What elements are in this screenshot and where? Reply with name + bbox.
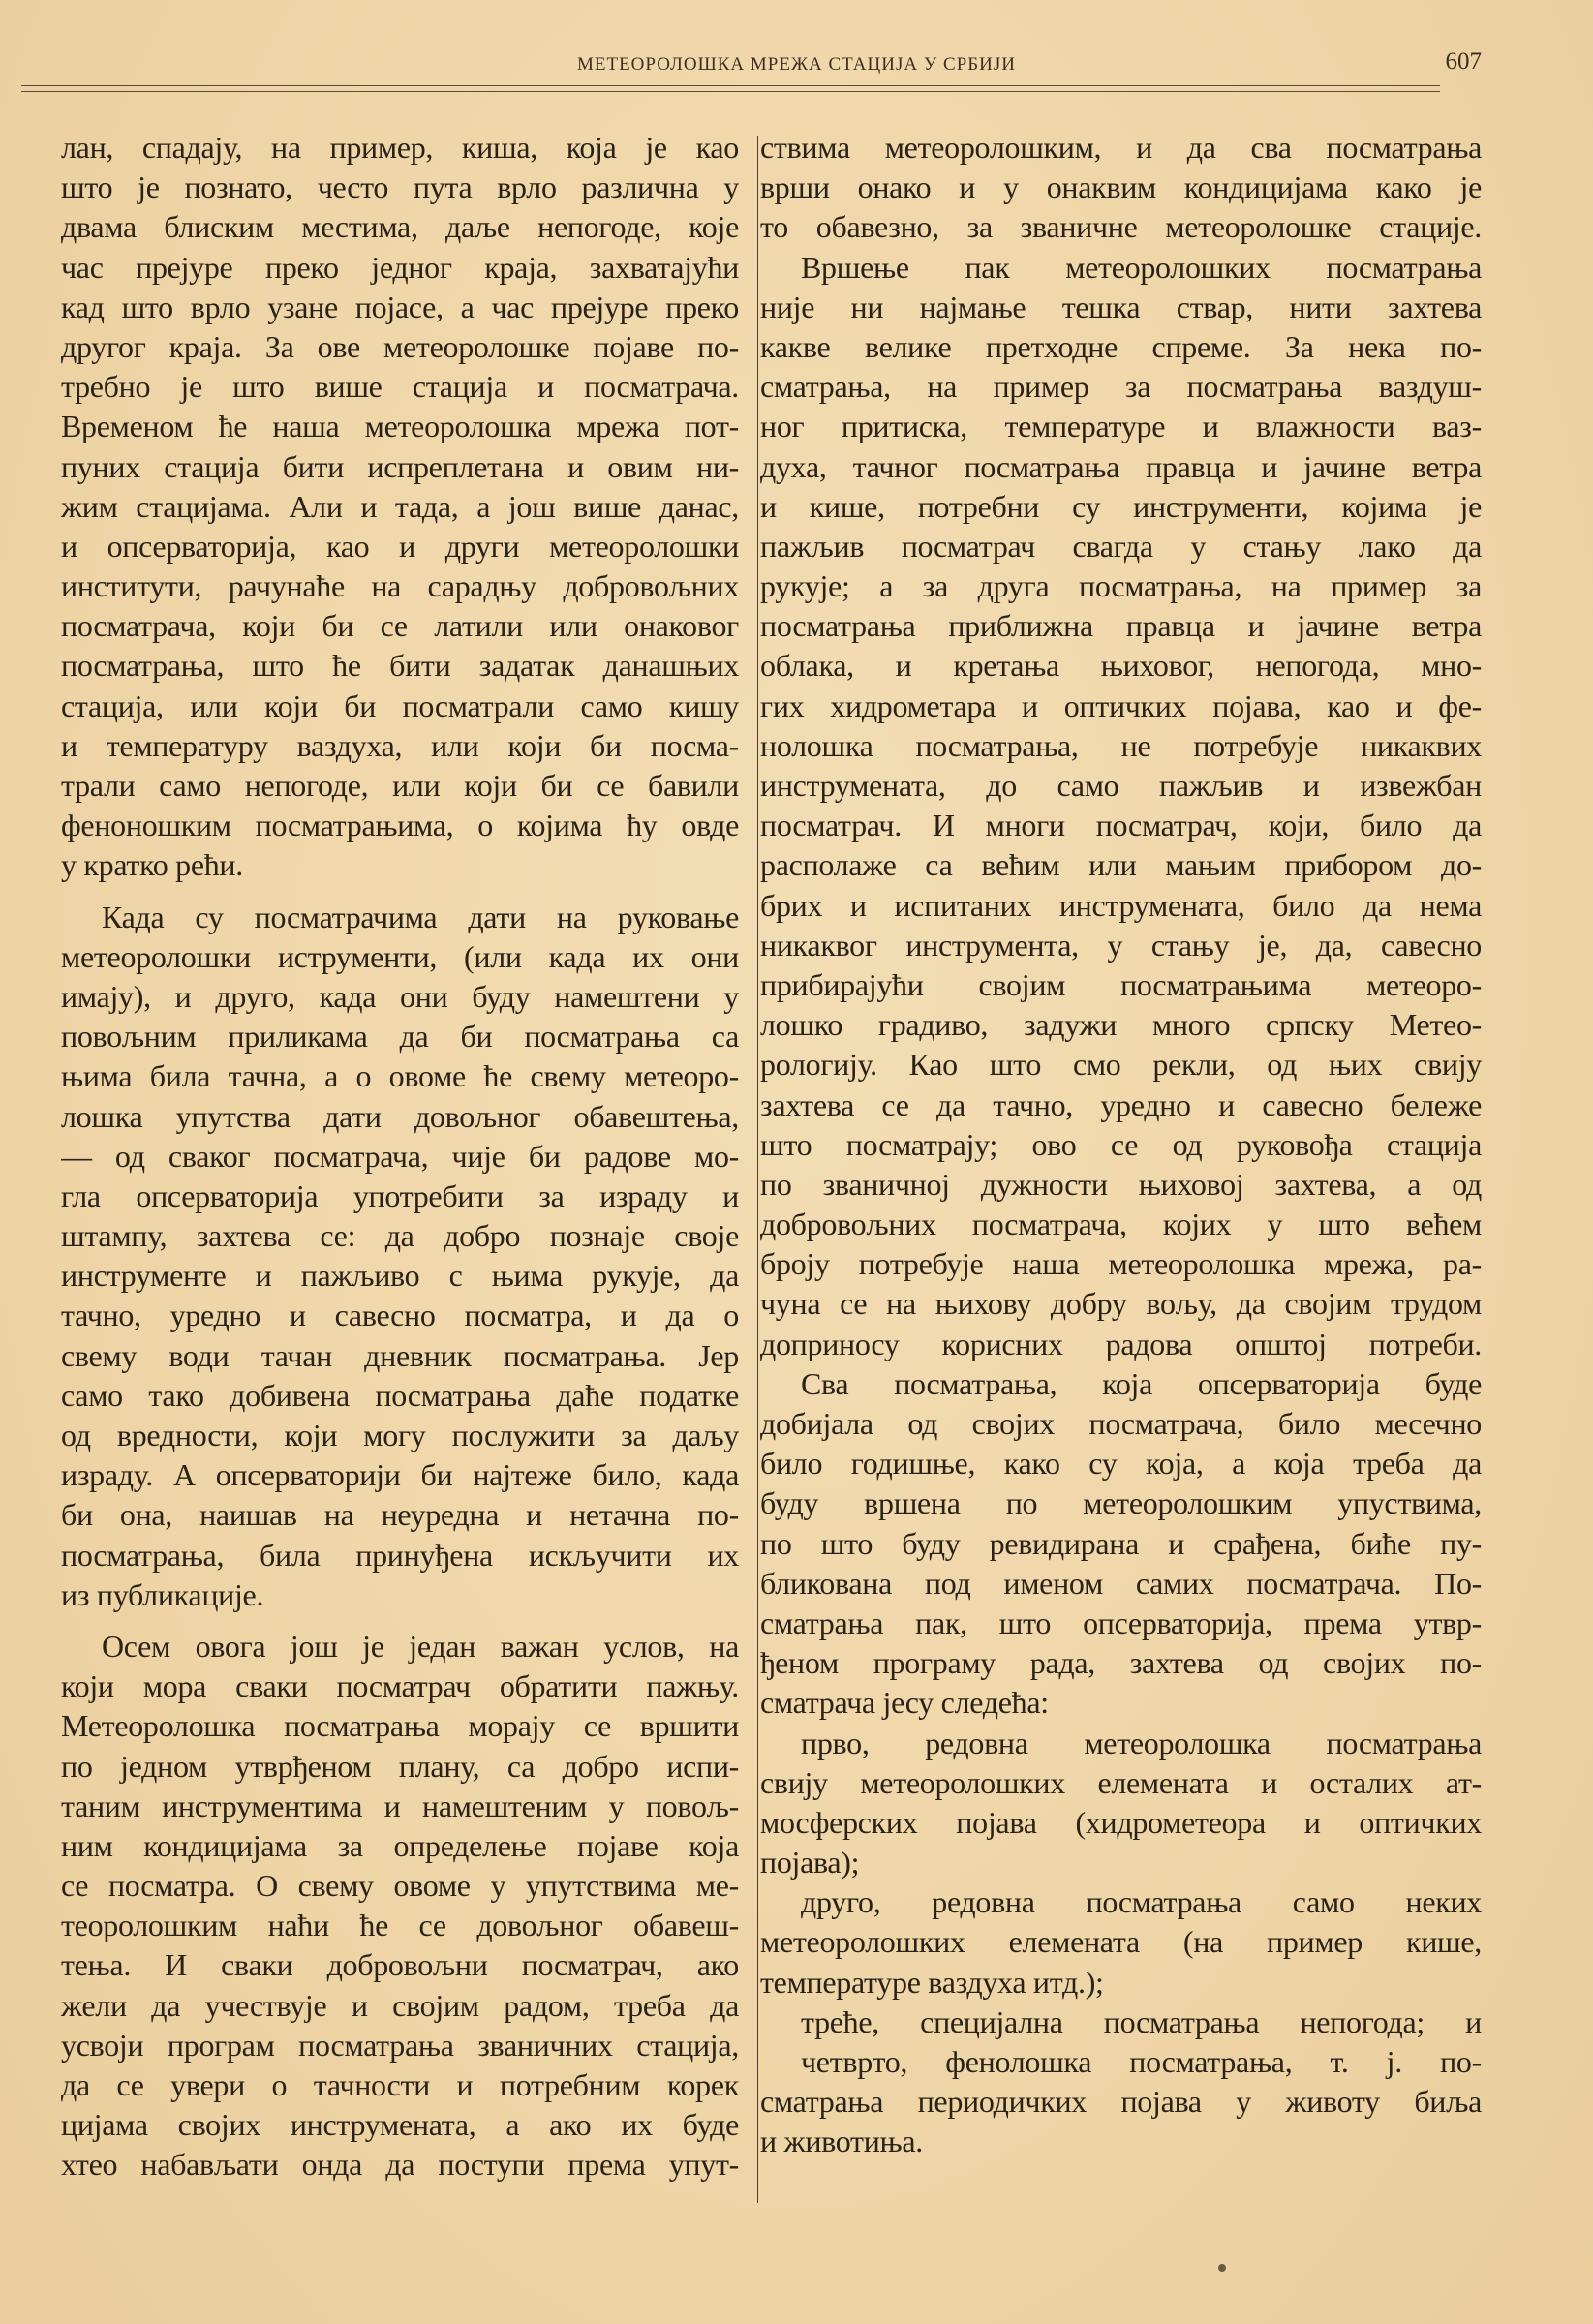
text-line: располаже са већим или мањим прибором до- bbox=[760, 847, 1482, 883]
text-line: гла опсерваторија употребити за израду и bbox=[61, 1177, 739, 1213]
text-line: треће, специјална посматрања непогода; и bbox=[801, 2003, 1482, 2039]
text-line: по што буду ревидирана и срађена, биће пу- bbox=[760, 1525, 1482, 1561]
text-line: би она, наишав на неуредна и нетачна по- bbox=[61, 1497, 739, 1533]
text-line: појава); bbox=[760, 1845, 860, 1881]
text-line: час прејуре преко једног краја, захватајући bbox=[61, 249, 739, 285]
text-line: — од сваког посматрача, чије би радове мо- bbox=[61, 1138, 739, 1174]
text-line: друго, редовна посматрања само неких bbox=[801, 1884, 1482, 1920]
text-line: хтео набављати онда да поступи према упут- bbox=[61, 2147, 739, 2183]
text-line: четврто, фенолошка посматрања, т. ј. по- bbox=[801, 2044, 1482, 2079]
text-line: по једном утврђеном плану, са добро испи- bbox=[61, 1748, 739, 1784]
text-line: имају), и друго, када они буду намештени у bbox=[61, 978, 739, 1014]
text-line: Осем овога још је један важан услов, на bbox=[102, 1628, 739, 1664]
text-line: и кише, потребни су инструменти, којима је bbox=[760, 488, 1482, 524]
text-line: што је познато, често пута врло различна у bbox=[61, 169, 739, 205]
header-rule-top bbox=[21, 85, 1440, 86]
text-line: да се увери о тачности и потребним корек bbox=[61, 2067, 739, 2102]
text-line: инструмената, до само пажљив и извежбан bbox=[760, 768, 1482, 803]
right-column bbox=[760, 128, 1482, 2162]
text-line: Вршење пак метеоролошких посматрања bbox=[801, 249, 1482, 285]
text-line: прибирајући својим посматрањима метеоро- bbox=[760, 966, 1482, 1002]
text-line: броју потребује наша метеоролошка мрежа, ра- bbox=[760, 1246, 1482, 1282]
text-line: таним инструментима и намештеним у повољ- bbox=[61, 1788, 739, 1823]
text-line: стација, или који би посматрали само кишу bbox=[61, 688, 739, 723]
text-line: повољним приликама да би посматрања са bbox=[61, 1019, 739, 1055]
text-line: жели да учествује и својим радом, треба да bbox=[61, 1987, 739, 2023]
text-line: посматрач. И многи посматрач, који, било да bbox=[760, 808, 1482, 843]
text-line: лошко градиво, задужи много српску Метео- bbox=[760, 1007, 1482, 1043]
text-line: посматрача, који би се латили или онаковог bbox=[61, 608, 739, 644]
text-line: што посматрају; ово се од руковођа стација bbox=[760, 1126, 1482, 1162]
text-line: сматрања пак, што опсерваторија, према утвр- bbox=[760, 1605, 1482, 1640]
text-line: у кратко рећи. bbox=[61, 847, 243, 883]
text-line: само тако добивена посматрања даће податке bbox=[61, 1377, 739, 1413]
text-line: цијама својих инструмената, а ако их буде bbox=[61, 2107, 739, 2143]
text-line: добијала од својих посматрача, било месечно bbox=[760, 1406, 1482, 1441]
text-line: и животиња. bbox=[760, 2124, 923, 2159]
text-line: лан, спадају, на пример, киша, која је као bbox=[61, 130, 739, 165]
text-line: инструменте и пажљиво с њима рукује, да bbox=[61, 1258, 739, 1294]
text-line: доприносу корисних радова општој потреби. bbox=[760, 1326, 1482, 1361]
text-line: ствима метеоролошким, и да сва посматрања bbox=[760, 130, 1482, 165]
text-line: облака, и кретања њиховог, непогода, мно- bbox=[760, 648, 1482, 684]
text-line: ног притиска, температуре и влажности ваз- bbox=[760, 409, 1482, 444]
text-line: ним кондицијама за определење појаве која bbox=[61, 1827, 739, 1863]
text-line: израду. А опсерваторији би најтеже било, када bbox=[61, 1457, 739, 1493]
text-line: рукује; а за друга посматрања, на пример за bbox=[760, 568, 1482, 604]
text-line: мосферских појава (хидрометеора и оптичких bbox=[760, 1804, 1482, 1840]
column-divider bbox=[757, 136, 758, 2203]
text-line: чуна се на њихову добру вољу, да својим трудом bbox=[760, 1286, 1482, 1322]
text-line: феноношким посматрањима, о којима ћу овде bbox=[61, 808, 739, 843]
text-line: пуних стација бити испреплетана и овим ни- bbox=[61, 448, 739, 484]
text-line: посматрања приближна правца и јачине ветра bbox=[760, 608, 1482, 644]
text-line: и температуру ваздуха, или који би посма- bbox=[61, 727, 739, 763]
text-line: трали само непогоде, или који би се бавили bbox=[61, 768, 739, 803]
text-line: температуре ваздуха итд.); bbox=[760, 1964, 1104, 2000]
text-line: рологију. Као што смо рекли, од њих свију bbox=[760, 1047, 1482, 1083]
text-line: буду вршена по метеоролошким упуствима, bbox=[760, 1485, 1482, 1521]
text-line: требно је што више стација и посматрача. bbox=[61, 369, 739, 405]
text-line: Када су посматрачима дати на руковање bbox=[102, 899, 739, 934]
text-line: институти, рачунаће на сарадњу добровољних bbox=[61, 568, 739, 604]
text-line: сматрања периодичких појава у животу биља bbox=[760, 2084, 1482, 2120]
text-line: двама блиским местима, даље непогоде, које bbox=[61, 209, 739, 245]
text-line: прво, редовна метеоролошка посматрања bbox=[801, 1725, 1482, 1760]
text-line: тења. И сваки добровољни посматрач, ако bbox=[61, 1947, 739, 1983]
text-line: није ни најмање тешка ствар, нити захтева bbox=[760, 289, 1482, 324]
text-line: никаквог инструмента, у стању је, да, савесно bbox=[760, 927, 1482, 963]
text-line: другог краја. За ове метеоролошке појаве по- bbox=[61, 328, 739, 364]
text-line: то обавезно, за званичне метеоролошке стације. bbox=[760, 209, 1482, 245]
text-line: брих и испитаних инструмената, било да нема bbox=[760, 887, 1482, 923]
text-line: усвоји програм посматрања званичних стација, bbox=[61, 2027, 739, 2063]
text-line: бликована под именом самих посматрача. По- bbox=[760, 1565, 1482, 1601]
text-line: и опсерваторија, као и други метеоролошки bbox=[61, 528, 739, 564]
text-line: теоролошким наћи ће се довољног обавеш- bbox=[61, 1908, 739, 1943]
text-line: Метеоролошка посматрања морају се вршити bbox=[61, 1708, 739, 1744]
text-line: духа, тачног посматрања правца и јачине ветра bbox=[760, 448, 1482, 484]
text-line: какве велике претходне спреме. За нека по- bbox=[760, 328, 1482, 364]
running-title: МЕТЕОРОЛОШКА МРЕЖА СТАЦИЈА У СРБИЈИ bbox=[576, 54, 1017, 75]
text-line: метеоролошки иструменти, (или када их они bbox=[61, 938, 739, 974]
text-line: из публикације. bbox=[61, 1576, 264, 1612]
text-line: пажљив посматрач свагда у стању лако да bbox=[760, 528, 1482, 564]
page-number: 607 bbox=[1445, 48, 1482, 75]
text-line: њима била тачна, а о овоме ће свему метеоро- bbox=[61, 1058, 739, 1094]
text-line: метеоролошких елемената (на пример кише, bbox=[760, 1924, 1482, 1960]
text-line: сматрача јесу следећа: bbox=[760, 1685, 1049, 1721]
header-rule-bottom bbox=[21, 91, 1440, 92]
text-line: Сва посматрања, која опсерваторија буде bbox=[801, 1365, 1482, 1401]
text-line: се посматра. О свему овоме у упутствима ме- bbox=[61, 1868, 739, 1904]
text-line: тачно, уредно и савесно посматра, и да о bbox=[61, 1298, 739, 1333]
text-line: посматрања, што ће бити задатак данашњих bbox=[61, 648, 739, 684]
text-line: ђеном програму рада, захтева од својих по- bbox=[760, 1645, 1482, 1681]
text-line: од вредности, који могу послужити за даљу bbox=[61, 1418, 739, 1452]
text-line: било годишње, како су која, а која треба да bbox=[760, 1446, 1482, 1482]
text-line: захтева се да тачно, уредно и савесно бележе bbox=[760, 1086, 1482, 1122]
text-line: свему води тачан дневник посматрања. Јер bbox=[61, 1337, 739, 1373]
text-line: гих хидрометара и оптичких појава, као и фе- bbox=[760, 688, 1482, 723]
text-line: сматрања, на пример за посматрања ваздуш- bbox=[760, 369, 1482, 405]
text-line: који мора сваки посматрач обратити пажњу. bbox=[61, 1668, 739, 1704]
text-line: штампу, захтева се: да добро познаје своје bbox=[61, 1218, 739, 1254]
text-line: нолошка посматрања, не потребује никаквих bbox=[760, 727, 1482, 763]
text-line: посматрања, била принуђена искључити их bbox=[61, 1537, 739, 1573]
text-line: врши онако и у онаквим кондицијама како је bbox=[760, 169, 1482, 205]
text-line: свију метеоролошких елемената и осталих ат- bbox=[760, 1764, 1482, 1800]
text-line: жим стацијама. Али и тада, а још више данас, bbox=[61, 488, 739, 524]
text-line: по званичној дужности њиховој захтева, а од bbox=[760, 1166, 1482, 1202]
text-line: Временом ће наша метеоролошка мрежа пот- bbox=[61, 409, 739, 444]
left-column bbox=[61, 128, 739, 2186]
text-line: добровољних посматрача, којих у што већем bbox=[760, 1207, 1482, 1242]
text-line: кад што врло узане појасе, а час прејуре преко bbox=[61, 289, 739, 324]
ink-speck bbox=[1218, 2264, 1226, 2272]
text-line: лошка упутства дати довољног обавештења, bbox=[61, 1098, 739, 1134]
